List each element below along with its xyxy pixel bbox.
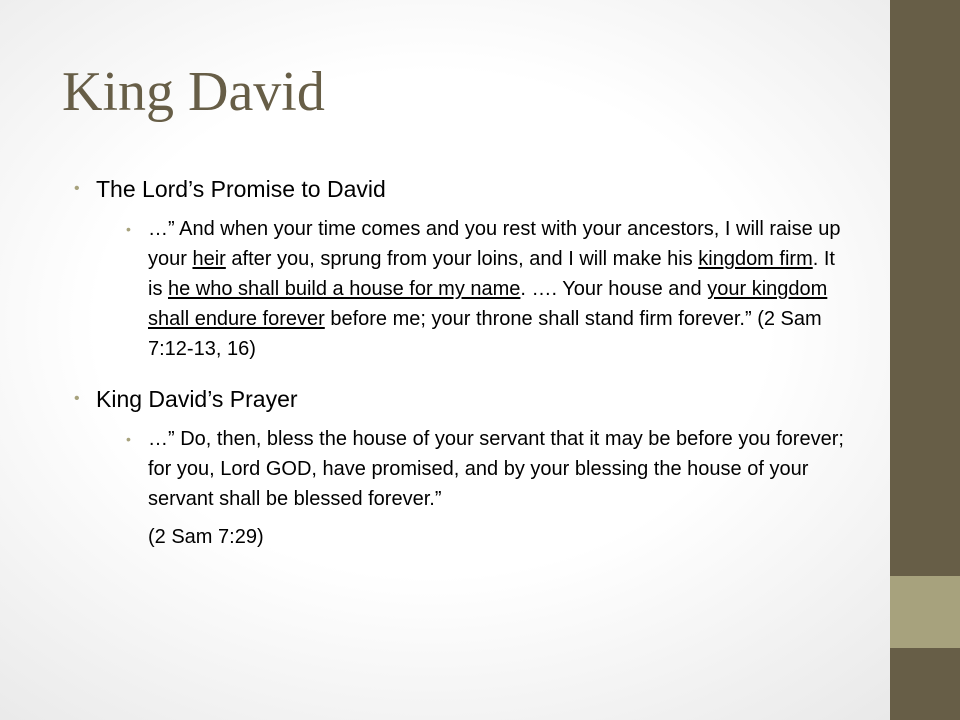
quote-text: …” And when your time comes and you rest with your ancestors, I will raise up your heir after you, sprung from your loins, and I will make his kingdom firm. It is he who shall build a house for my name. …. Your house and your kingdom shall endure forever before me; your throne shall stand firm forever.” (2 Sam 7:12-13, 16) — [148, 218, 841, 360]
bullet-icon: • — [126, 221, 131, 237]
bullet-lords-promise — [74, 172, 854, 206]
underlined-phrase: kingdom firm — [698, 248, 813, 270]
quote-text: …” Do, then, bless the house of your servant that it may be before you forever; for you, Lord GOD, have promised, and by your blessing the house of your servant shall be blessed forever.” — [148, 428, 844, 510]
bullet-davids-prayer — [74, 382, 854, 416]
slide-content — [74, 172, 854, 552]
bullet-heading: The Lord’s Promise to David — [96, 176, 386, 202]
bullet-icon: • — [126, 431, 131, 447]
bullet-icon: • — [74, 180, 80, 197]
bullet-icon: • — [74, 390, 80, 407]
underlined-phrase: heir — [192, 248, 226, 270]
sub-bullet-promise-quote — [126, 214, 854, 364]
sub-bullet-prayer-quote — [126, 424, 854, 514]
slide-title: King David — [62, 61, 325, 123]
underlined-phrase: your kingdom shall endure forever — [148, 278, 828, 330]
scripture-reference: (2 Sam 7:29) — [148, 526, 264, 548]
underlined-phrase: he who shall build a house for my name — [168, 278, 521, 300]
side-accent-block — [890, 576, 960, 648]
bullet-heading: King David’s Prayer — [96, 386, 298, 412]
